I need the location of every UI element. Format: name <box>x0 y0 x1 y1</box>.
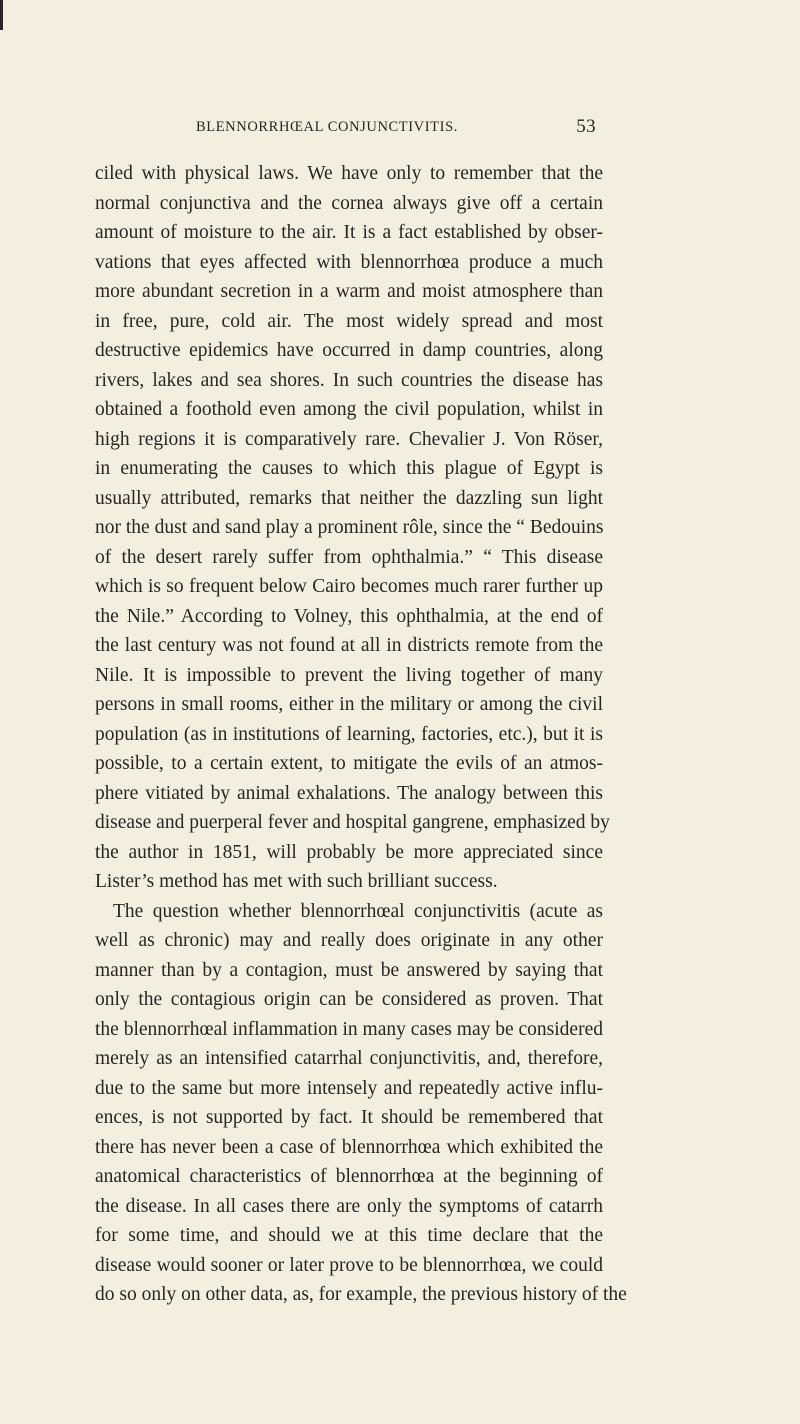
text-line: destructive epidemics have occurred in damp countries, along <box>95 340 603 361</box>
text-line: high regions it is comparatively rare. Chevalier J. Von Röser, <box>95 428 603 450</box>
text-line: the author in 1851, will probably be more appreciated since <box>95 841 603 863</box>
text-line: manner than by a contagion, must be answered by saying that <box>95 959 603 981</box>
text-line: nor the dust and sand play a prominent rôle, since the “ Bedouins <box>95 517 604 538</box>
text-line: obtained a foothold even among the civil population, whilst in <box>95 399 603 420</box>
text-line: Lister’s method has met with such brilliant success. <box>95 871 498 892</box>
text-line: due to the same but more intensely and repeatedly active influ- <box>95 1077 603 1099</box>
text-line: persons in small rooms, either in the military or among the civil <box>95 694 603 715</box>
text-line: population (as in institutions of learning, factories, etc.), but it is <box>95 723 603 745</box>
page-edge-mark <box>0 0 3 30</box>
running-title: BLENNORRHŒAL CONJUNCTIVITIS. <box>196 119 458 135</box>
text-line: which is so frequent below Cairo becomes much rarer further up <box>95 576 603 597</box>
text-line: normal conjunctiva and the cornea always give off a certain <box>95 192 603 214</box>
text-line: more abundant secretion in a warm and moist atmosphere than <box>95 281 603 302</box>
text-line: disease and puerperal fever and hospital gangrene, emphasized by <box>95 812 610 833</box>
text-line: the disease. In all cases there are only the symptoms of catarrh <box>95 1195 603 1217</box>
text-line: do so only on other data, as, for example, the previous history of the <box>95 1284 627 1305</box>
text-line: only the contagious origin can be considered as proven. That <box>95 989 603 1010</box>
text-line: the blennorrhœal inflammation in many cases may be considered <box>95 1018 603 1040</box>
text-line: ences, is not supported by fact. It should be remembered that <box>95 1107 603 1128</box>
text-line: merely as an intensified catarrhal conjunctivitis, and, therefore, <box>95 1048 603 1069</box>
text-line: The question whether blennorrhœal conjunctivitis (acute as <box>113 900 603 922</box>
text-line: rivers, lakes and sea shores. In such countries the disease has <box>95 369 603 391</box>
text-line: usually attributed, remarks that neither the dazzling sun light <box>95 487 603 509</box>
text-line: in free, pure, cold air. The most widely spread and most <box>95 310 603 332</box>
text-line: phere vitiated by animal exhalations. The analogy between this <box>95 782 603 804</box>
text-line: there has never been a case of blennorrhœa which exhibited the <box>95 1136 603 1158</box>
page-header <box>196 116 596 140</box>
text-line: disease would sooner or later prove to be blennorrhœa, we could <box>95 1254 603 1276</box>
text-line: vations that eyes affected with blennorrhœa produce a much <box>95 251 603 273</box>
text-line: of the desert rarely suffer from ophthalmia.” “ This disease <box>95 546 603 568</box>
text-line: amount of moisture to the air. It is a fact established by obser- <box>95 222 603 243</box>
page-number: 53 <box>576 116 596 137</box>
text-line: in enumerating the causes to which this plague of Egypt is <box>95 458 603 479</box>
text-line: well as chronic) may and really does originate in any other <box>95 930 603 951</box>
text-line: the last century was not found at all in districts remote from the <box>95 635 603 656</box>
text-line: ciled with physical laws. We have only to remember that the <box>95 163 603 184</box>
text-line: the Nile.” According to Volney, this ophthalmia, at the end of <box>95 605 603 627</box>
text-line: for some time, and should we at this time declare that the <box>95 1225 603 1246</box>
text-line: possible, to a certain extent, to mitigate the evils of an atmos- <box>95 753 603 774</box>
text-line: Nile. It is impossible to prevent the living together of many <box>95 664 603 686</box>
body-text <box>95 159 627 1310</box>
text-line: anatomical characteristics of blennorrhœa at the beginning of <box>95 1166 603 1187</box>
